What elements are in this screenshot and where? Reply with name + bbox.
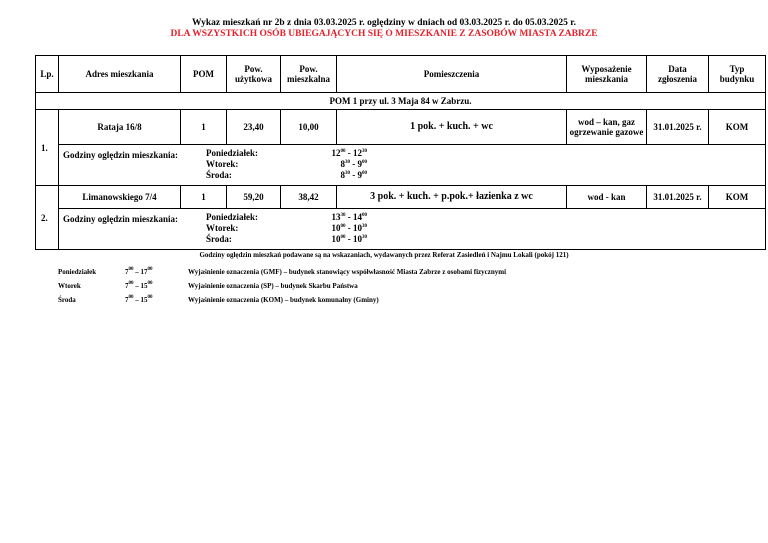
rooms-cell: 1 pok. + kuch. + wc — [337, 110, 567, 145]
hours-times — [317, 212, 367, 245]
day-label: Wtorek: — [206, 159, 239, 169]
legend-day: Poniedziałek — [58, 268, 97, 276]
address-cell: Limanowskiego 7/4 — [59, 186, 181, 209]
day-label: Wtorek: — [206, 223, 239, 233]
table-row — [36, 110, 766, 145]
legend-hours: $7^{00} - 15^{00}$ — [125, 295, 153, 304]
time-range: $10^{00} - 10^{30}$ — [331, 223, 367, 233]
legend-explanation: Wyjaśnienie oznaczenia (KOM) – budynek komunalny (Gminy) — [188, 296, 379, 304]
table-header-row — [36, 56, 766, 93]
time-range: $8^{30} - 9^{00}$ — [340, 170, 367, 180]
date-cell: 31.01.2025 r. — [647, 110, 709, 145]
hours-label: Godziny oględzin mieszkania: — [63, 150, 179, 160]
document-title: Wykaz mieszkań nr 2b z dnia 03.03.2025 r. oględziny w dniach od 03.03.2025 r. do 05.03.2025 r. — [191, 18, 576, 28]
legend-day: Wtorek — [58, 282, 81, 290]
legend-day: Środa — [58, 296, 76, 304]
day-label: Poniedziałek: — [206, 148, 258, 158]
legend-explanation: Wyjaśnienie oznaczenia (SP) – budynek Skarbu Państwa — [188, 282, 358, 290]
hours-cell — [59, 145, 766, 186]
hours-cell — [59, 209, 766, 250]
col-header-equipment: Wyposażenie mieszkania — [567, 56, 647, 93]
day-label: Środa: — [206, 234, 232, 244]
area-use-cell: 23,40 — [227, 110, 281, 145]
time-range: $13^{30} - 14^{00}$ — [331, 212, 367, 222]
day-label: Poniedziałek: — [206, 212, 258, 222]
equipment-cell: wod - kan — [567, 186, 647, 209]
area-res-cell: 38,42 — [281, 186, 337, 209]
rooms-cell: 3 pok. + kuch. + p.pok.+ łazienka z wc — [337, 186, 567, 209]
hours-days — [206, 212, 258, 245]
type-cell: KOM — [709, 110, 766, 145]
day-label: Środa: — [206, 170, 232, 180]
time-range: $10^{00} - 10^{30}$ — [331, 234, 367, 244]
group-row — [36, 93, 766, 110]
legend-hours: $7^{00} - 17^{00}$ — [125, 267, 153, 276]
col-header-rooms: Pomieszczenia — [337, 56, 567, 93]
hours-row — [36, 145, 766, 186]
date-cell: 31.01.2025 r. — [647, 186, 709, 209]
address-cell: Rataja 16/8 — [59, 110, 181, 145]
hours-days — [206, 148, 258, 181]
legend-hours: $7^{00} - 15^{00}$ — [125, 281, 153, 290]
col-header-area-use: Pow. użytkowa — [227, 56, 281, 93]
hours-row — [36, 209, 766, 250]
legend-explanation: Wyjaśnienie oznaczenia (GMF) – budynek stanowiący współwłasność Miasta Zabrze z osobami fizycznymi — [188, 268, 507, 276]
row-number: 1. — [36, 110, 59, 186]
area-res-cell: 10,00 — [281, 110, 337, 145]
type-cell: KOM — [709, 186, 766, 209]
inspection-note: Godziny oględzin mieszkań podawane są na wskazaniach, wydawanych przez Referat Zasiedleń i Najmu Lokali (pokój 121) — [199, 251, 569, 259]
col-header-address: Adres mieszkania — [59, 56, 181, 93]
hours-label: Godziny oględzin mieszkania: — [63, 214, 179, 224]
equipment-cell: wod – kan, gaz ogrzewanie gazowe — [567, 110, 647, 145]
area-use-cell: 59,20 — [227, 186, 281, 209]
group-label: POM 1 przy ul. 3 Maja 84 w Zabrzu. — [36, 93, 766, 110]
apartments-table — [35, 55, 766, 250]
document-subtitle: DLA WSZYSTKICH OSÓB UBIEGAJĄCYCH SIĘ O MIESZKANIE Z ZASOBÓW MIASTA ZABRZE — [170, 29, 598, 39]
col-header-type: Typ budynku — [709, 56, 766, 93]
pom-cell: 1 — [181, 186, 227, 209]
col-header-pom: POM — [181, 56, 227, 93]
time-range: $8^{30} - 9^{00}$ — [340, 159, 367, 169]
time-range: $12^{00} - 12^{30}$ — [331, 148, 367, 158]
table-row — [36, 186, 766, 209]
hours-times — [317, 148, 367, 181]
col-header-date: Data zgłoszenia — [647, 56, 709, 93]
pom-cell: 1 — [181, 110, 227, 145]
col-header-lp: Lp. — [36, 56, 59, 93]
row-number: 2. — [36, 186, 59, 250]
col-header-area-res: Pow. mieszkalna — [281, 56, 337, 93]
